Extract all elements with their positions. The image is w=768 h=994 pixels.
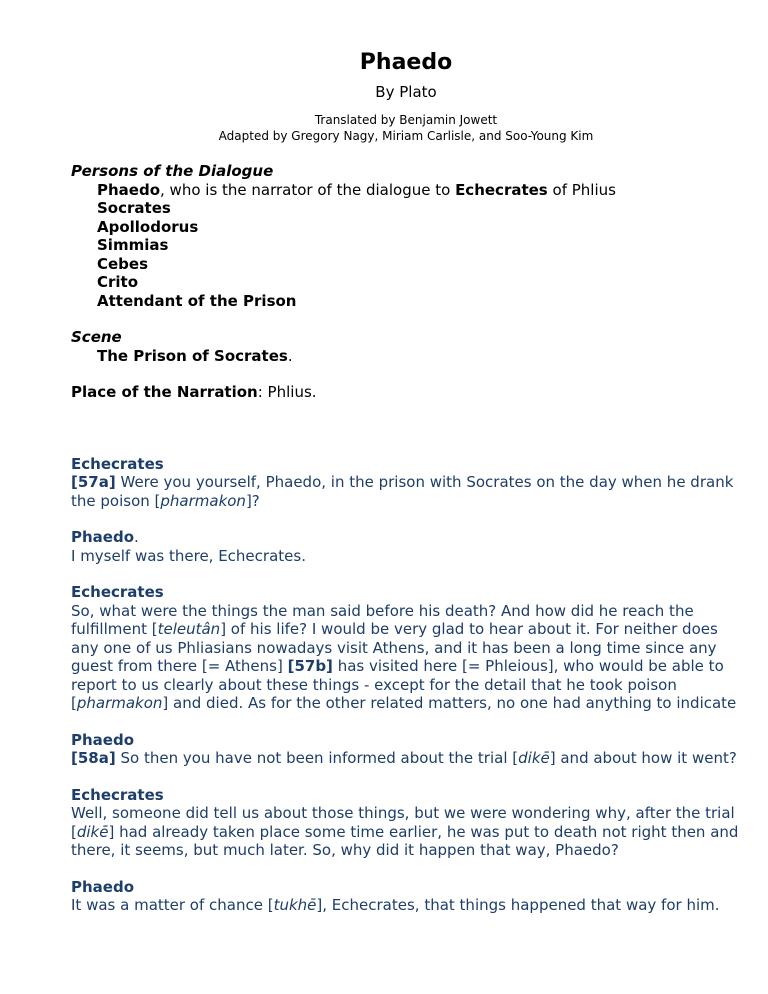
person-phaedo: [97, 181, 741, 200]
scene-description: [71, 347, 741, 366]
dialogue: [71, 455, 741, 915]
document-page: [71, 48, 741, 933]
narration-value: : Phlius.: [257, 383, 317, 401]
persons-heading: Persons of the Dialogue: [71, 162, 274, 180]
translator-credit: Translated by Benjamin Jowett: [314, 113, 498, 127]
speech-text: [71, 749, 741, 768]
greek-term: pharmakon: [76, 694, 163, 712]
speech-text: [71, 896, 741, 915]
page-title: Phaedo: [359, 50, 453, 75]
greek-term: tukhē: [273, 896, 317, 914]
dialogue-turn: [71, 455, 741, 511]
scene-name: The Prison of Socrates: [97, 346, 288, 365]
speech-segment: So, what were the things the man said before his death? And how did he reach the fulfillment [: [71, 601, 694, 638]
speech-segment: has visited here [= Phleious], who would be able to report to us clearly about these things - except for the detail that he took poison [: [71, 657, 724, 712]
dialogue-turn: [71, 731, 741, 768]
speaker-name: Echecrates: [71, 785, 164, 804]
dialogue-turn: [71, 878, 741, 915]
person-desc: , who is the narrator of the dialogue to: [160, 180, 456, 199]
person-name: Echecrates: [455, 180, 548, 199]
person-item: Apollodorus: [97, 217, 199, 236]
speech-text: [71, 473, 741, 510]
greek-term: pharmakon: [160, 491, 246, 510]
greek-term: dikē: [518, 749, 550, 767]
greek-term: teleutân: [157, 620, 221, 638]
speaker-line: [71, 528, 741, 547]
speaker-name: Phaedo: [71, 730, 135, 749]
speech-segment: ] of his life? I would be very glad to hear about it. For neither does any one of us Phliasians nowadays visit Athens, and it has been a long time since any guest from there [= Athens]: [71, 620, 718, 675]
dialogue-turn: [71, 583, 741, 713]
speaker-suffix: .: [134, 528, 139, 546]
person-name: Phaedo: [97, 180, 161, 199]
persons-list: [71, 181, 741, 311]
stephanus-ref: [58a]: [71, 749, 116, 767]
greek-term: dikē: [76, 822, 109, 841]
speech-segment: ] had already taken place some time earlier, he was put to death not right then and there, it seems, but much later. So, why did it happen that way, Phaedo?: [71, 822, 739, 859]
person-item: Socrates: [97, 199, 171, 217]
speech-text: I myself was there, Echecrates.: [71, 546, 306, 565]
person-item: Cebes: [97, 254, 149, 273]
person-item: Attendant of the Prison: [97, 291, 297, 310]
credits: [71, 112, 741, 144]
person-item: Simmias: [97, 236, 169, 254]
speaker-name: Phaedo: [71, 528, 135, 546]
person-item: Crito: [97, 273, 139, 291]
stephanus-ref: [57a]: [71, 473, 116, 491]
speech-segment: So then you have not been informed about the trial [: [115, 749, 519, 767]
narration-place: [71, 383, 741, 402]
speech-segment: ], Echecrates, that things happened that way for him.: [316, 896, 720, 914]
person-desc: of Phlius: [547, 180, 616, 199]
speech-segment: Well, someone did tell us about those things, but we were wondering why, after the trial [: [71, 804, 735, 841]
speech-text: [71, 804, 741, 860]
speech-segment: ] and died. As for the other related matters, no one had anything to indicate: [162, 694, 737, 712]
speaker-name: Echecrates: [71, 583, 164, 601]
speech-segment: Were you yourself, Phaedo, in the prison with Socrates on the day when he drank the poison [: [71, 473, 734, 510]
byline: By Plato: [375, 83, 437, 101]
speech-text: [71, 602, 741, 713]
scene-period: .: [287, 346, 293, 365]
speech-segment: ]?: [245, 491, 260, 510]
dialogue-turn: [71, 786, 741, 860]
speech-segment: It was a matter of chance [: [71, 896, 274, 914]
adapter-credit: Adapted by Gregory Nagy, Miriam Carlisle, and Soo-Young Kim: [218, 129, 594, 143]
scene-heading: Scene: [71, 328, 122, 346]
speech-segment: ] and about how it went?: [549, 749, 737, 767]
speaker-name: Echecrates: [71, 454, 164, 473]
dialogue-turn: [71, 528, 741, 565]
narration-label: Place of the Narration: [71, 383, 258, 401]
stephanus-ref: [57b]: [287, 657, 333, 675]
speaker-name: Phaedo: [71, 877, 135, 896]
